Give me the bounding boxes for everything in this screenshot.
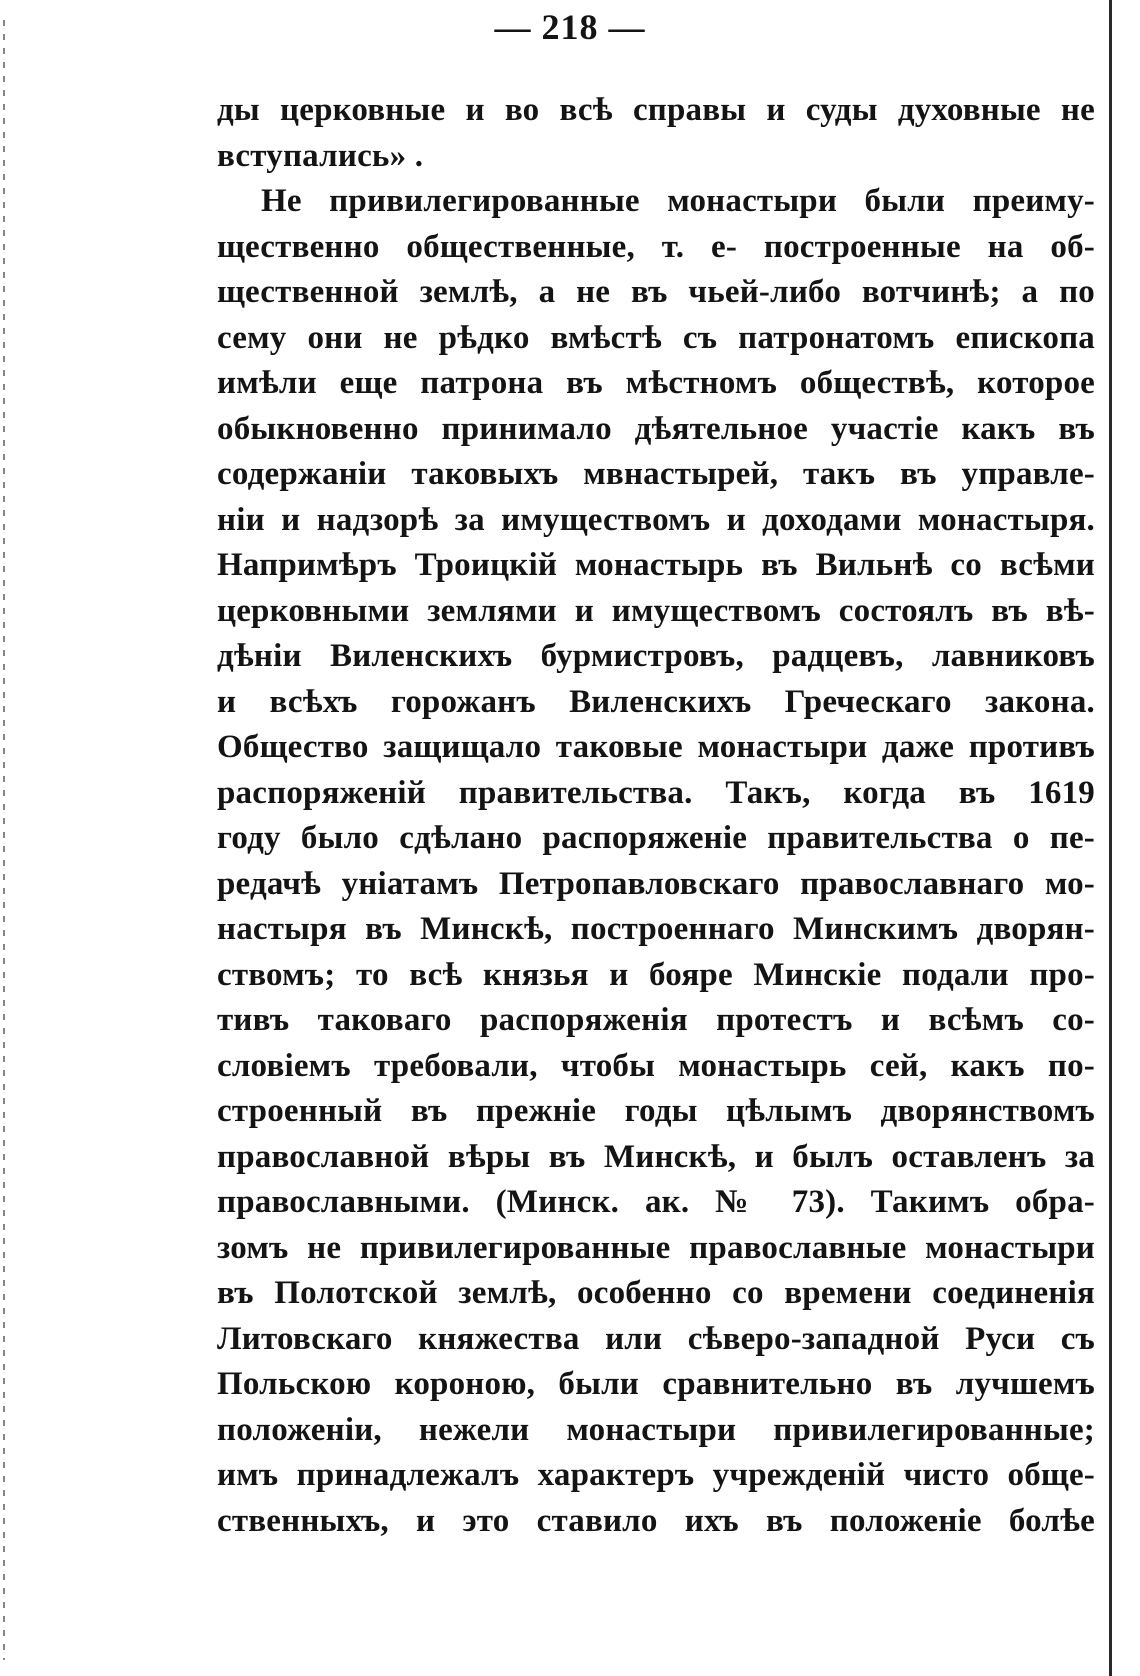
text-line: Литовскаго княжества или сѣверо-западной Руси съ: [217, 1320, 1095, 1357]
text-line: имѣли еще патрона въ мѣстномъ обществѣ, которое: [217, 365, 1095, 401]
text-line: ственныхъ, и это ставило ихъ въ положеніе болѣе: [217, 1502, 1095, 1539]
text-line: зомъ не привилегированные православные монастыри: [217, 1229, 1095, 1266]
text-line: вступались» .: [217, 137, 424, 174]
text-line: распоряженій правительства. Такъ, когда въ 1619: [217, 774, 1095, 811]
text-line: ды церковные и во всѣ справы и суды духовные не: [217, 92, 1095, 128]
text-line: строенный въ прежніе годы цѣлымъ дворянствомъ: [217, 1093, 1095, 1129]
text-line: содержаніи таковыхъ мвнастырей, такъ въ управле-: [217, 456, 1095, 492]
text-line: году было сдѣлано распоряженіе правительства о пе-: [217, 820, 1095, 856]
scan-edge-right: [1109, 0, 1112, 1676]
text-line: имъ принадлежалъ характеръ учрежденій чисто обще-: [217, 1457, 1095, 1493]
text-line: щественно общественные, т. е- построенные на об-: [217, 228, 1095, 265]
page-number: — 218 —: [494, 7, 646, 47]
text-line: обыкновенно принимало дѣятельное участіе какъ въ: [217, 410, 1095, 447]
text-line: и всѣхъ горожанъ Виленскихъ Греческаго закона.: [217, 683, 1095, 720]
text-line: въ Полотской землѣ, особенно со времени соединенія: [217, 1275, 1095, 1311]
text-line: церковными землями и имуществомъ состоялъ въ вѣ-: [217, 592, 1095, 629]
text-line: дѣніи Виленскихъ бурмистровъ, радцевъ, лавниковъ: [217, 638, 1095, 674]
text-line: ствомъ; то всѣ князья и бояре Минскіе подали про-: [217, 956, 1095, 993]
scan-edge-left: [3, 20, 5, 1660]
text-line: сему они не рѣдко вмѣстѣ съ патронатомъ епископа: [217, 319, 1095, 356]
text-line: настыря въ Минскѣ, построеннаго Минскимъ дворян-: [217, 911, 1095, 947]
text-line: Общество защищало таковые монастыри даже противъ: [217, 729, 1095, 765]
text-line: положеніи, нежели монастыри привилегированные;: [217, 1411, 1095, 1448]
text-line: Не привилегированные монастыри были преиму-: [261, 183, 1095, 219]
text-line: Напримѣръ Троицкій монастырь въ Вильнѣ со всѣми: [217, 547, 1095, 583]
text-line: православными. (Минск. ак. № 73). Такимъ обра-: [217, 1184, 1095, 1220]
text-line: Польскою короною, были сравнительно въ лучшемъ: [217, 1366, 1095, 1402]
text-line: щественной землѣ, а не въ чьей-либо вотчинѣ; а по: [217, 274, 1095, 310]
text-line: словіемъ требовали, чтобы монастырь сей, какъ по-: [217, 1047, 1095, 1084]
text-line: ніи и надзорѣ за имуществомъ и доходами монастыря.: [217, 501, 1095, 538]
text-line: православной вѣры въ Минскѣ, и былъ оставленъ за: [217, 1138, 1095, 1175]
body-text: [217, 88, 1095, 1544]
text-line: тивъ таковаго распоряженія протестъ и всѣмъ со-: [217, 1002, 1095, 1038]
text-line: редачѣ уніатамъ Петропавловскаго православнаго мо-: [217, 865, 1095, 902]
